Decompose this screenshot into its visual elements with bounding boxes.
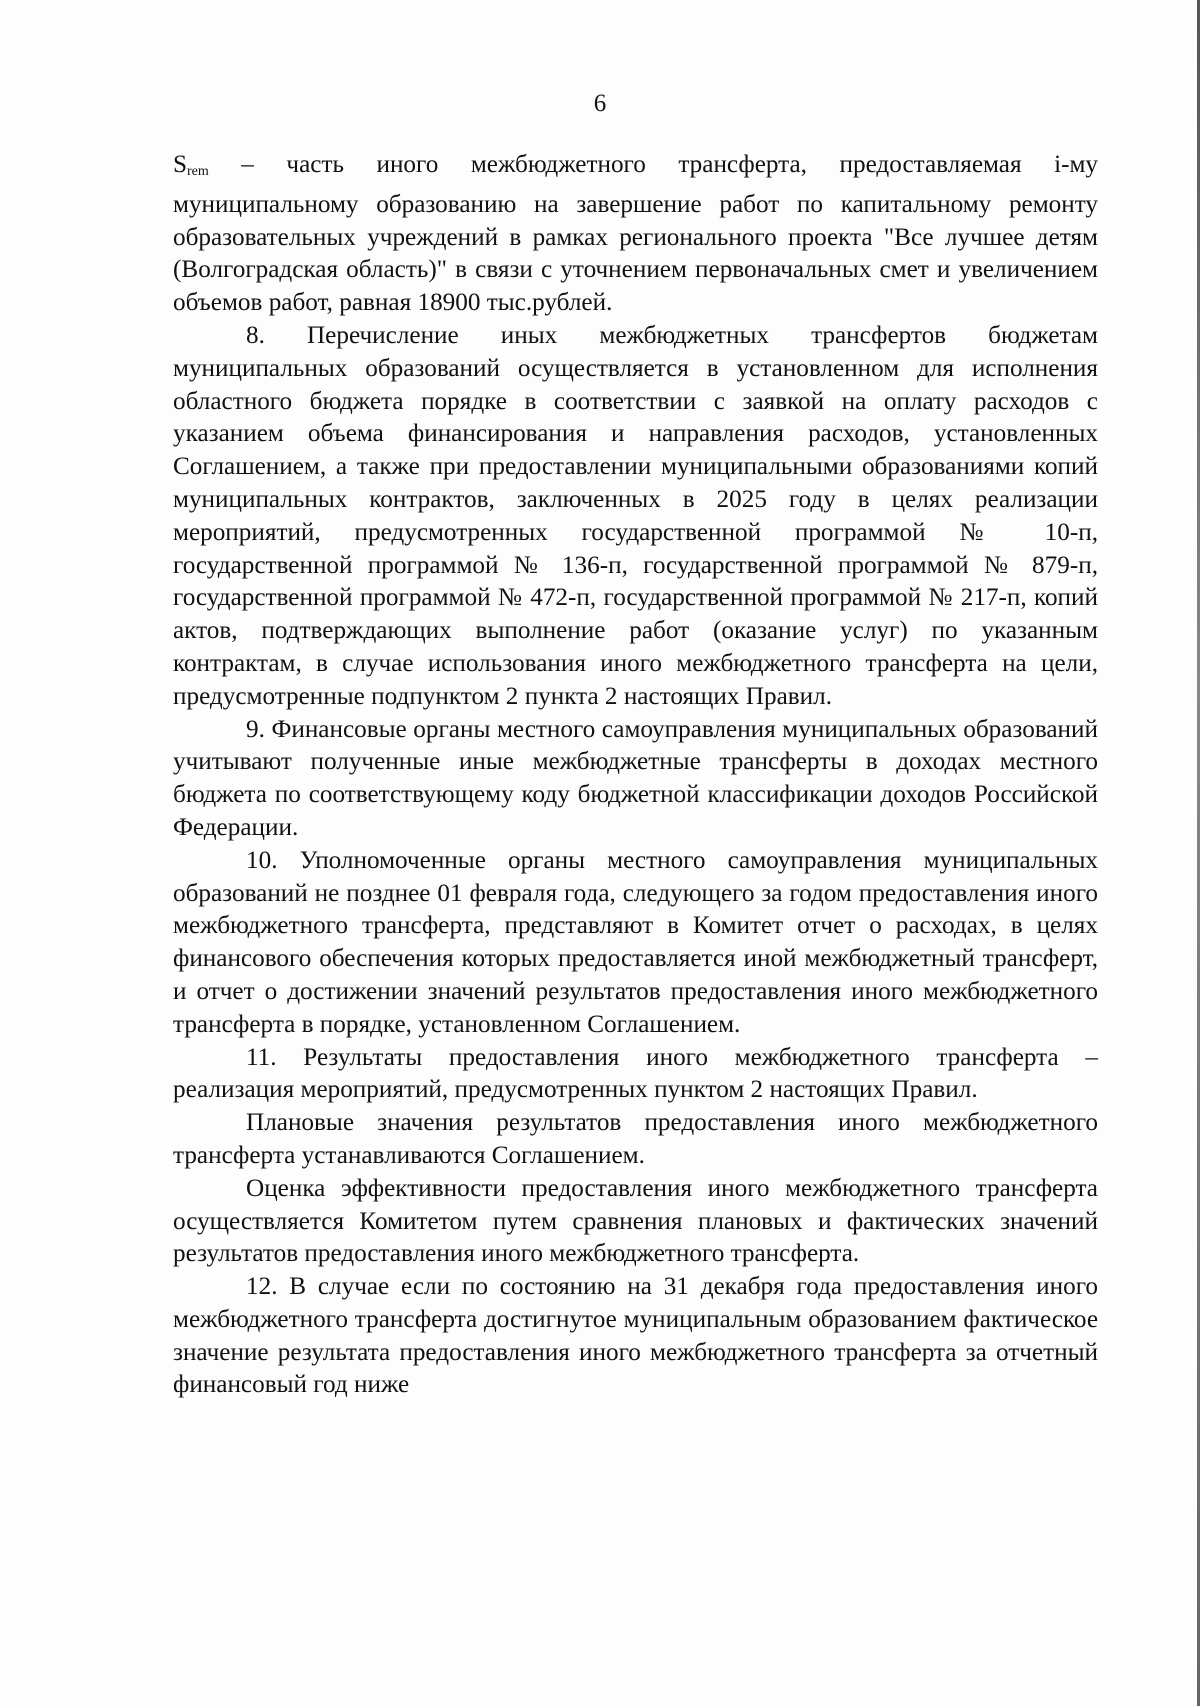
definition-text: – часть иного межбюджетного трансферта, предоставляемая i-му муниципальному образованию на завершение работ по капитальному ремонту образовательных учреждений в рамках регионального проекта "Все лучшее детям (Волгоградская область)" в связи с уточнением первоначальных смет и увеличением объемов работ, равная 18900 тыс.рублей. <box>173 151 1098 317</box>
paragraph-8: 8. Перечисление иных межбюджетных трансфертов бюджетам муниципальных образований осуществляется в установленном для исполнения областного бюджета порядке в соответствии с заявкой на оплату расходов с указанием объема финансирования и направления расходов, установленных Соглашением, а также при предоставлении муниципальными образованиями копий муниципальных контрактов, заключенных в 2025 году в целях реализации мероприятий, предусмотренных государственной программой № 10-п, государственной программой № 136-п, государственной программой № 879-п, государственной программой № 472-п, государственной программой № 217-п, копий актов, подтверждающих выполнение работ (оказание услуг) по указанным контрактам, в случае использования иного межбюджетного трансферта на цели, предусмотренные подпунктом 2 пункта 2 настоящих Правил. <box>173 321 1098 710</box>
page-number: 6 <box>593 90 607 117</box>
document-body <box>173 149 1098 1402</box>
formula-symbol <box>173 151 209 178</box>
paragraph-9: 9. Финансовые органы местного самоуправления муниципальных образований учитывают полученные иные межбюджетные трансферты в доходах местного бюджета по соответствующему коду бюджетной классификации доходов Российской Федерации. <box>173 715 1098 841</box>
paragraph-10: 10. Уполномоченные органы местного самоуправления муниципальных образований не позднее 01 февраля года, следующего за годом предоставления иного межбюджетного трансферта, представляют в Комитет отчет о расходах, в целях финансового обеспечения которых предоставляется иной межбюджетный трансферт, и отчет о достижении значений результатов предоставления иного межбюджетного трансферта в порядке, установленном Соглашением. <box>173 846 1098 1038</box>
paragraph-planned-values: Плановые значения результатов предоставления иного межбюджетного трансферта устанавливаются Соглашением. <box>173 1109 1098 1169</box>
symbol-subscript: rem <box>187 164 209 179</box>
symbol-base: S <box>173 151 188 178</box>
paragraph-efficiency-assessment: Оценка эффективности предоставления иного межбюджетного трансферта осуществляется Комитетом путем сравнения плановых и фактических значений результатов предоставления иного межбюджетного трансферта. <box>173 1174 1098 1268</box>
definition-paragraph <box>173 149 1098 320</box>
paragraph-11: 11. Результаты предоставления иного межбюджетного трансферта – реализация мероприятий, предусмотренных пунктом 2 настоящих Правил. <box>173 1043 1098 1104</box>
paragraph-12: 12. В случае если по состоянию на 31 декабря года предоставления иного межбюджетного трансферта достигнутое муниципальным образованием фактическое значение результата предоставления иного межбюджетного трансферта за отчетный финансовый год ниже <box>173 1273 1098 1399</box>
